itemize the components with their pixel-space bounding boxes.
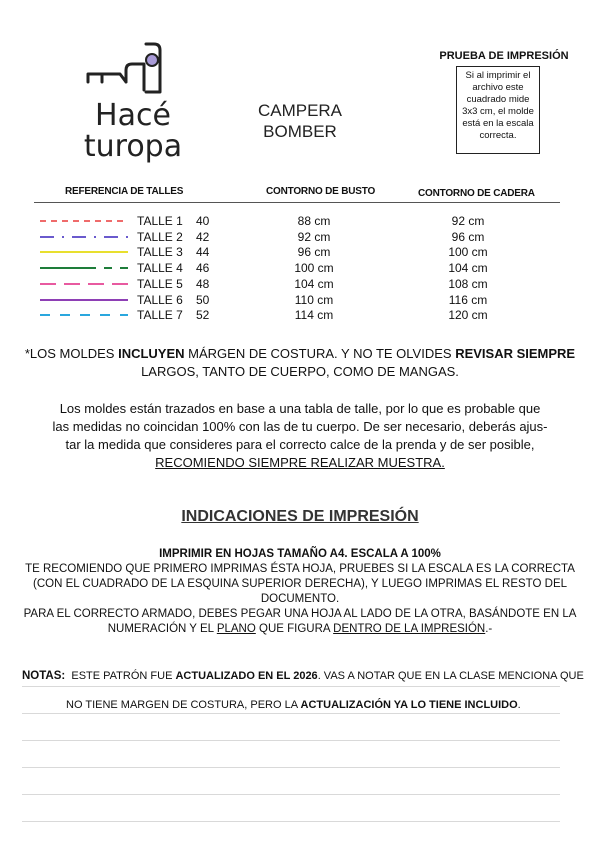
print-test-title: PRUEBA DE IMPRESIÓN — [439, 50, 569, 62]
header-bust: CONTORNO DE BUSTO — [266, 186, 376, 197]
print-instructions-heading: INDICACIONES DE IMPRESIÓN — [181, 508, 419, 525]
size-label: TALLE 2 — [137, 229, 183, 244]
instructions-line4: PARA EL CORRECTO ARMADO, DEBES PEGAR UNA HOJA AL LADO DE LA OTRA, BASÁNDOTE EN LA — [23, 608, 577, 620]
size-number: 44 — [196, 245, 210, 260]
bust-value: 88 cm — [297, 214, 331, 228]
print-test-line: 3x3 cm, el molde — [462, 106, 534, 117]
seam-note-line1: *LOS MOLDES INCLUYEN MÁRGEN DE COSTURA. Y NO TE OLVIDES REVISAR SIEMPRE — [24, 346, 576, 361]
size-label: TALLE 3 — [137, 245, 183, 260]
garment-title — [230, 100, 370, 142]
size-number: 52 — [196, 308, 210, 323]
paragraph-line4: RECOMIENDO SIEMPRE REALIZAR MUESTRA. — [155, 455, 445, 470]
note-rule-1 — [22, 686, 560, 687]
hip-value: 96 cm — [451, 229, 485, 244]
notes-line2: NO TIENE MARGEN DE COSTURA, PERO LA ACTUALIZACIÓN YA LO TIENE INCLUIDO. — [66, 699, 521, 711]
print-test-line: cuadrado mide — [466, 94, 530, 105]
print-test-box — [456, 66, 540, 154]
size-number: 40 — [196, 214, 210, 228]
bust-value: 92 cm — [297, 229, 331, 244]
header-size-reference: REFERENCIA DE TALLES — [65, 186, 184, 197]
brand-logo — [68, 40, 198, 162]
instructions-line2: (CON EL CUADRADO DE LA ESQUINA SUPERIOR DERECHA), Y LUEGO IMPRIMAS EL RESTO DEL — [32, 578, 568, 590]
paragraph-line3: tar la medida que consideres para el correcto calce de la prenda y de ser posible, — [65, 437, 535, 452]
bust-value: 96 cm — [297, 245, 331, 260]
bust-value: 110 cm — [294, 292, 334, 307]
size-line-swatch — [40, 215, 130, 227]
bust-value: 114 cm — [294, 308, 334, 323]
print-instructions-subheading: IMPRIMIR EN HOJAS TAMAÑO A4. ESCALA A 100% — [159, 548, 441, 560]
size-label: TALLE 4 — [137, 261, 183, 276]
size-line-swatch — [40, 309, 130, 321]
note-rule-2 — [22, 713, 560, 714]
note-rule-5 — [22, 794, 560, 795]
hip-value: 116 cm — [448, 292, 488, 307]
size-number: 48 — [196, 276, 210, 291]
instructions-line3: DOCUMENTO. — [260, 593, 340, 605]
instructions-line1: TE RECOMIENDO QUE PRIMERO IMPRIMAS ÉSTA HOJA, PRUEBES SI LA ESCALA ES LA CORRECTA — [25, 563, 575, 575]
hip-value: 104 cm — [448, 261, 488, 276]
hip-value: 100 cm — [448, 245, 488, 260]
print-test-line: correcta. — [479, 130, 517, 141]
size-number: 50 — [196, 292, 210, 307]
size-label: TALLE 5 — [137, 276, 183, 291]
note-rule-4 — [22, 767, 560, 768]
print-test-line: Si al imprimir el — [465, 70, 531, 81]
bust-value: 100 cm — [294, 261, 334, 276]
size-number: 46 — [196, 261, 210, 276]
garment-title-line1: CAMPERA — [257, 101, 343, 120]
measurement-paragraph — [20, 400, 580, 472]
size-label: TALLE 6 — [137, 292, 183, 307]
hip-value: 108 cm — [448, 276, 488, 291]
paragraph-line2: las medidas no coincidan 100% con las de tu cuerpo. De ser necesario, deberás ajus- — [52, 419, 548, 434]
hip-value: 120 cm — [448, 308, 488, 323]
table-header-divider — [34, 202, 560, 203]
size-line-swatch — [40, 231, 130, 243]
note-rule-3 — [22, 740, 560, 741]
instructions-line5: NUMERACIÓN Y EL PLANO QUE FIGURA DENTRO DE LA IMPRESIÓN.- — [107, 623, 493, 635]
size-line-swatch — [40, 262, 130, 274]
size-label: TALLE 7 — [137, 308, 183, 323]
seam-allowance-note — [20, 345, 580, 381]
print-test-line: está en la escala — [462, 118, 534, 129]
size-line-swatch — [40, 246, 130, 258]
print-instructions-body — [20, 547, 580, 637]
seam-note-line2: LARGOS, TANTO DE CUERPO, COMO DE MANGAS. — [141, 364, 459, 379]
hip-value: 92 cm — [451, 214, 485, 228]
notes-line1: NOTAS: ESTE PATRÓN FUE ACTUALIZADO EN EL 2026. VAS A NOTAR QUE EN LA CLASE MENCIONA QUE — [22, 670, 584, 682]
size-line-swatch — [40, 294, 130, 306]
size-number: 42 — [196, 229, 210, 244]
bust-value: 104 cm — [294, 276, 334, 291]
note-rule-6 — [22, 821, 560, 822]
paragraph-line1: Los moldes están trazados en base a una tabla de talle, por lo que es probable que — [59, 401, 541, 416]
header-hip: CONTORNO DE CADERA — [418, 188, 535, 199]
notes-label: NOTAS: — [22, 670, 66, 682]
sewing-machine-icon — [80, 40, 180, 98]
brand-name-line1: Hacé — [95, 98, 171, 133]
garment-title-line2: BOMBER — [263, 122, 337, 141]
brand-name-line2: turopa — [83, 129, 183, 164]
size-line-swatch — [40, 278, 130, 290]
print-test-line: archivo este — [472, 82, 524, 93]
size-label: TALLE 1 — [137, 214, 183, 228]
